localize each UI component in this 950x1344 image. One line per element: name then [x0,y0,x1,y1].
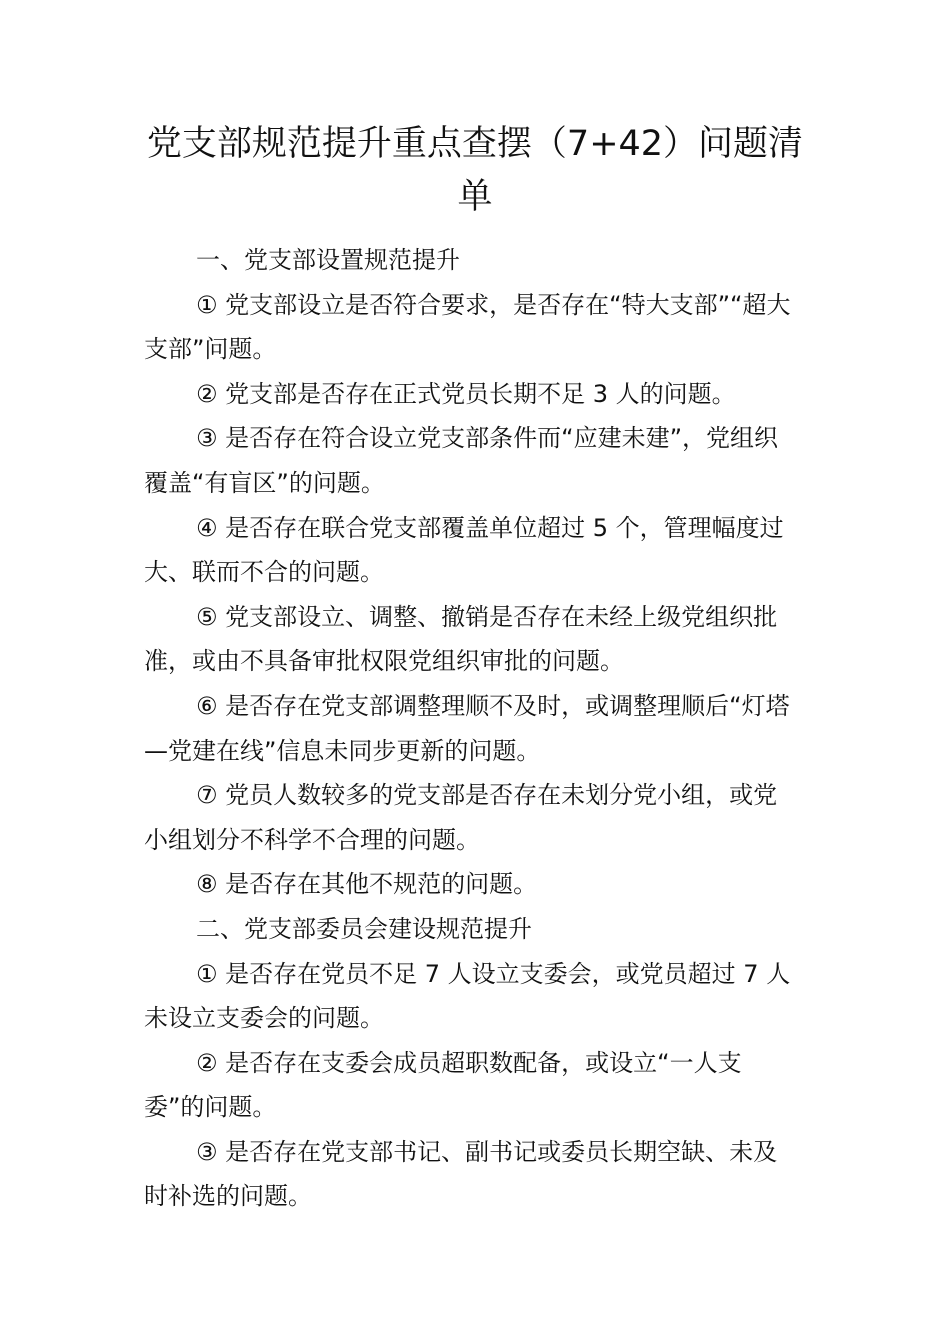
list-item: ① 是否存在党员不足 7 人设立支委会，或党员超过 7 人未设立支委会的问题。 [144,959,791,1033]
document-title: 党支部规范提升重点查摆（7+42）问题清单 [146,124,804,217]
list-item: ⑦ 党员人数较多的党支部是否存在未划分党小组，或党小组划分不科学不合理的问题。 [144,781,778,854]
list-item: ③ 是否存在符合设立党支部条件而“应建未建”，党组织覆盖“有盲区”的问题。 [144,424,779,497]
list-item: ③ 是否存在党支部书记、副书记或委员长期空缺、未及时补选的问题。 [144,1137,778,1211]
list-item: ⑤ 党支部设立、调整、撤销是否存在未经上级党组织批准，或由不具备审批权限党组织审批的问题。 [144,602,778,676]
list-item: ② 是否存在支委会成员超职数配备，或设立“一人支委”的问题。 [144,1048,742,1122]
document-body [144,238,794,1219]
list-item: ④ 是否存在联合党支部覆盖单位超过 5 个，管理幅度过大、联而不合的问题。 [144,513,784,587]
list-item: ① 党支部设立是否符合要求，是否存在“特大支部”“超大支部”问题。 [144,290,791,364]
section-heading: 二、党支部委员会建设规范提升 [196,914,532,943]
list-item: ② 党支部是否存在正式党员长期不足 3 人的问题。 [196,379,736,408]
section-heading: 一、党支部设置规范提升 [196,246,460,274]
list-item: ⑧ 是否存在其他不规范的问题。 [196,870,538,899]
list-item: ⑥ 是否存在党支部调整理顺不及时，或调整理顺后“灯塔—党建在线”信息未同步更新的问题。 [144,691,790,765]
